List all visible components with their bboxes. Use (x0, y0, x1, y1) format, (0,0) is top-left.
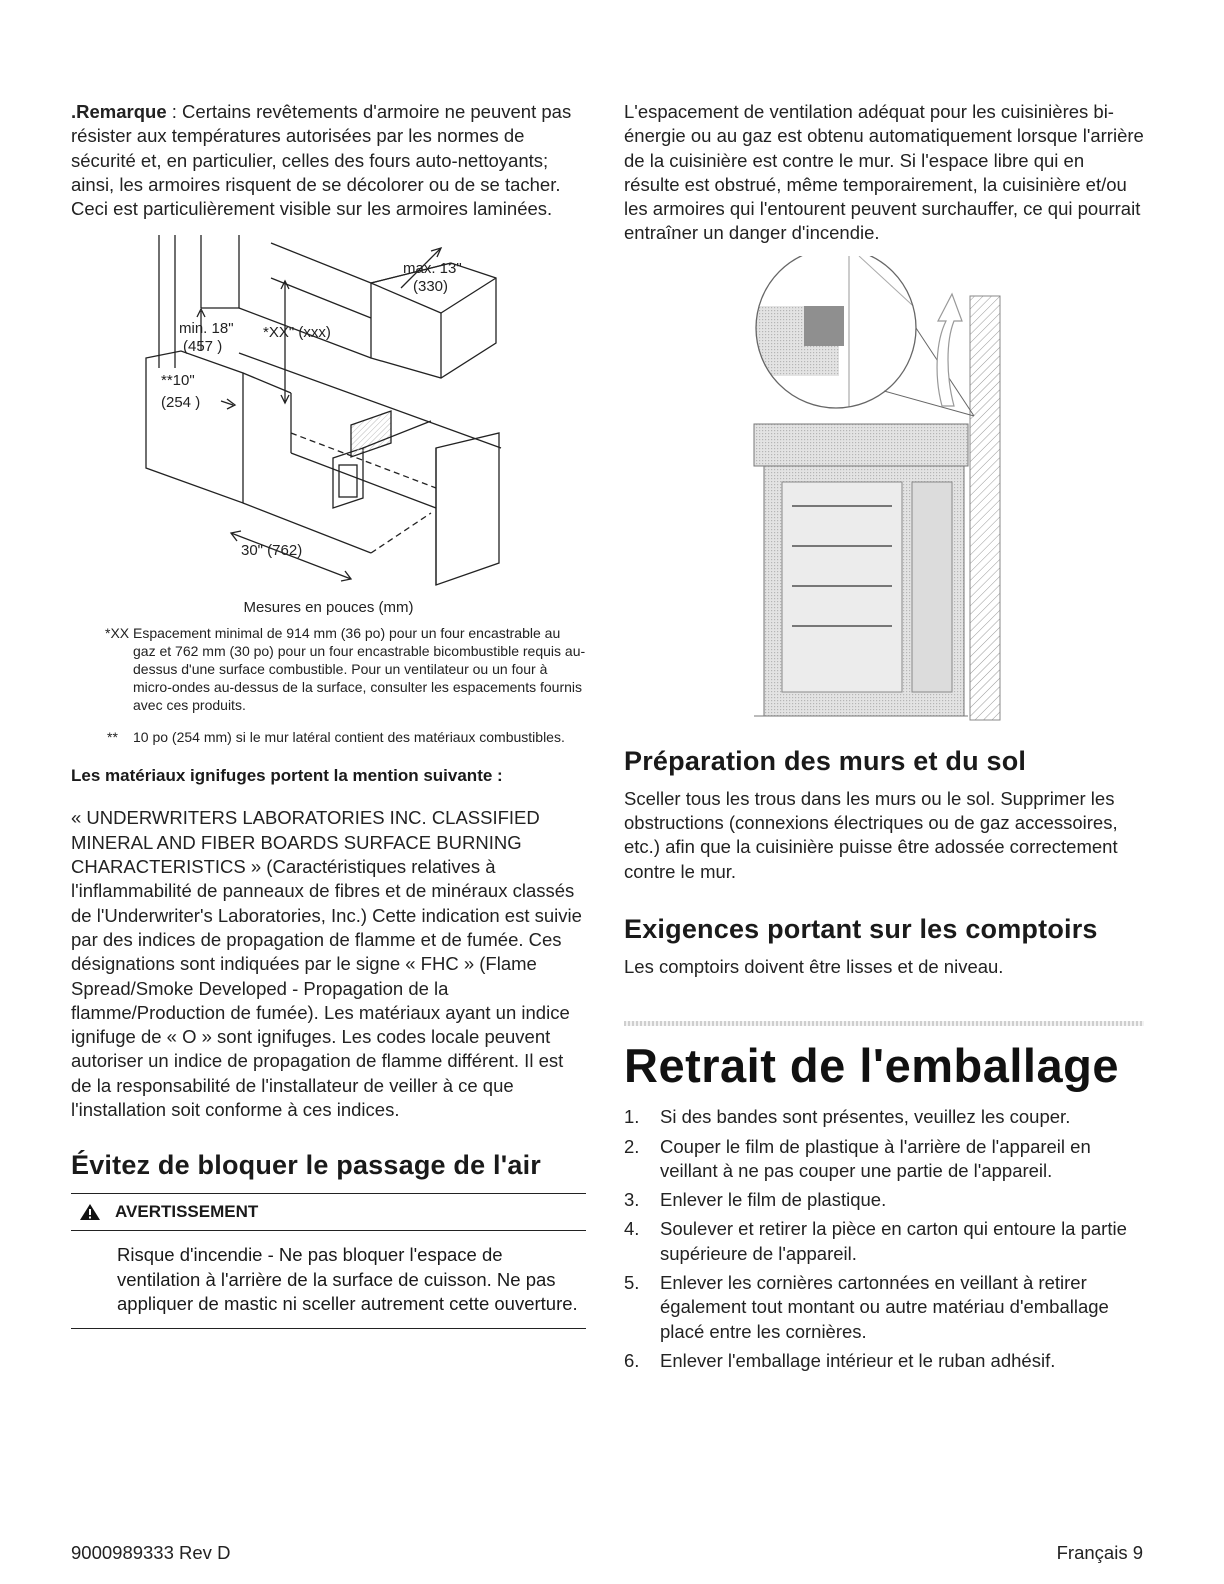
warning-text: Risque d'incendie - Ne pas bloquer l'espace de ventilation à l'arrière de la surface de cuisson. Ne pas appliquer de mastic ni sceller autrement cette ouverture. (71, 1231, 586, 1329)
heading-airflow: Évitez de bloquer le passage de l'air (71, 1150, 541, 1181)
label-min-mm: (457 ) (183, 338, 223, 356)
step-text: Enlever l'emballage intérieur et le ruban adhésif. (660, 1349, 1056, 1371)
remark-label: .Remarque (71, 101, 167, 122)
label-10-mm: (254 ) (161, 394, 201, 412)
step-number: 3. (624, 1189, 640, 1211)
ul-paragraph: « UNDERWRITERS LABORATORIES INC. CLASSIFIED MINERAL AND FIBER BOARDS SURFACE BURNING CHARACTERISTICS » (Caractéristiques relatives à l'inflammabilité de panneaux de fibres et de minéraux classés de l'Underwriter's Laboratories, Inc.) Cette indication est suivie par des indices de propagation de flamme et de fumée. Ces désignations sont indiquées par le signe « FHC » (Flame Spread/Smoke Developed - Propagation de la flamme/Production de fumée). Les matériaux ayant un indice ignifuge de « O » sont ignifuges. Les codes locale peuvent autoriser un indice de propagation de flamme différent. Il est de la responsabilité de l'installateur de veiller à ce que l'installation soit conforme à ces indices. (71, 807, 582, 1121)
right-column (624, 100, 1144, 1378)
warning-triangle-icon (79, 1203, 101, 1221)
fireproof-lead: Les matériaux ignifuges portent la mention suivante : (71, 766, 503, 786)
warning-header (71, 1194, 586, 1231)
range-against-wall-illustration (624, 256, 1144, 724)
step-text: Si des bandes sont présentes, veuillez les couper. (660, 1106, 1071, 1128)
label-10: **10" (161, 372, 195, 390)
prep-paragraph: Sceller tous les trous dans les murs ou le sol. Supprimer les obstructions (connexions électriques ou de gaz accessoires, etc.) afin que la cuisinière puisse être adossée correctement contre le mur. (624, 787, 1118, 882)
list-item (624, 1135, 1144, 1184)
heading-wall-floor-prep: Préparation des murs et du sol (624, 745, 1027, 776)
label-max: max. 13" (403, 260, 462, 278)
footnote-2 (71, 728, 586, 746)
step-number: 5. (624, 1272, 640, 1294)
cabinet-clearance-illustration (71, 233, 586, 593)
step-text: Couper le film de plastique à l'arrière de l'appareil en veillant à ne pas couper une partie de l'appareil. (660, 1135, 1091, 1181)
footnote-1 (71, 624, 586, 714)
footnote-2-text: 10 po (254 mm) si le mur latéral contient des matériaux combustibles. (133, 729, 565, 746)
warning-box (71, 1193, 586, 1329)
list-item (624, 1349, 1144, 1373)
step-number: 4. (624, 1218, 640, 1240)
label-xx: *XX" (xxx) (263, 324, 331, 342)
footnote-2-mark: ** (107, 729, 118, 746)
label-max-mm: (330) (413, 278, 449, 296)
range-ventilation-diagram (624, 256, 1144, 724)
label-30: 30" (762) (241, 542, 303, 560)
section-rule (624, 1021, 1144, 1026)
list-item (624, 1188, 1144, 1212)
footnote-1-mark: *XX (105, 625, 130, 642)
unpacking-steps (624, 1105, 1144, 1373)
step-text: Enlever les cornières cartonnées en veillant à retirer également tout montant ou autre matériau d'emballage placé entre les cornières. (660, 1272, 1109, 1342)
remark-text: : Certains revêtements d'armoire ne peuvent pas résister aux températures autorisées par les normes de sécurité et, en particulier, celles des fours auto-nettoyants; ainsi, les armoires risquent de se décolorer ou de se tacher. Ceci est particulièrement visible sur les armoires laminées. (71, 101, 572, 220)
step-text: Enlever le film de plastique. (660, 1189, 887, 1211)
footer-doc-number: 9000989333 Rev D (71, 1542, 231, 1563)
section-title-unpacking: Retrait de l'emballage (624, 1039, 1119, 1093)
cabinet-clearance-diagram (71, 233, 586, 593)
remark-paragraph (71, 100, 586, 221)
warning-title: AVERTISSEMENT (115, 1202, 259, 1222)
footnote-1-text: Espacement minimal de 914 mm (36 po) pour un four encastrable au gaz et 762 mm (30 po) pour un four encastrable bicombustible requis au-dessus d'une surface combustible. Pour un ventilateur ou un four à micro-ondes au-dessus de la surface, consulter les espacements fournis avec ces produits. (133, 625, 586, 714)
counter-paragraph: Les comptoirs doivent être lisses et de niveau. (624, 955, 1004, 977)
step-number: 6. (624, 1349, 640, 1371)
list-item (624, 1271, 1144, 1344)
label-min: min. 18" (179, 320, 234, 338)
heading-countertops: Exigences portant sur les comptoirs (624, 913, 1098, 944)
ventilation-paragraph: L'espacement de ventilation adéquat pour les cuisinières bi-énergie ou au gaz est obtenu automatiquement lorsque l'arrière de la cuisinière est contre le mur. Si l'espace libre qui en résulte est obstrué, même temporairement, la cuisinière et/ou les armoires qui l'entourent peuvent surchauffer, ce qui pourrait entraîner un danger d'incendie. (624, 101, 1144, 244)
step-number: 1. (624, 1106, 640, 1128)
footer-page-label: Français 9 (1056, 1542, 1143, 1563)
list-item (624, 1105, 1144, 1129)
left-column (71, 100, 586, 1329)
step-text: Soulever et retirer la pièce en carton qui entoure la partie supérieure de l'appareil. (660, 1218, 1127, 1264)
list-item (624, 1217, 1144, 1266)
step-number: 2. (624, 1135, 640, 1157)
figure-caption: Mesures en pouces (mm) (243, 599, 414, 617)
